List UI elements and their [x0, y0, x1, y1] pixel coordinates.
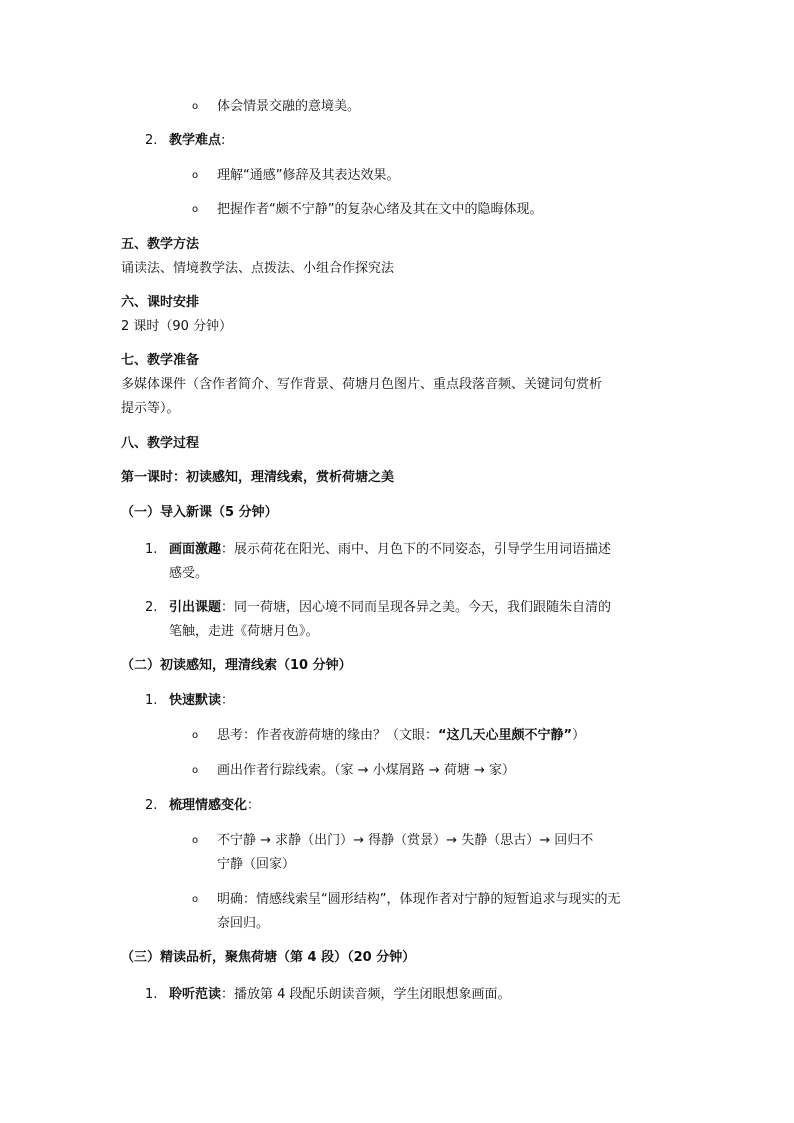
list-item-text: 把握作者“颇不宁静”的复杂心绪及其在文中的隐晦体现。 — [217, 202, 543, 217]
list-item-heading — [169, 795, 260, 817]
list-number: 1. — [145, 542, 158, 557]
item-body: ：播放第 4 段配乐朗读音频，学生闭眼想象画面。 — [221, 987, 511, 1002]
bold-label: 梳理情感变化 — [169, 798, 248, 813]
section-heading: 七、教学准备 — [121, 353, 200, 368]
list-item-text-continued: 宁静（回家） — [217, 857, 296, 872]
list-item-text-continued: 笔触，走进《荷塘月色》。 — [169, 624, 319, 639]
list-number: 1. — [145, 987, 158, 1002]
list-bullet: o — [192, 730, 199, 741]
section-heading: 八、教学过程 — [121, 436, 200, 451]
subsection-heading: （二）初读感知，理清线索（10 分钟） — [121, 658, 352, 673]
list-item-text — [217, 725, 585, 747]
paragraph: 2 课时（90 分钟） — [121, 319, 233, 334]
subsection-heading: （三）精读品析，聚焦荷塘（第 4 段）（20 分钟） — [121, 950, 416, 965]
list-bullet: o — [192, 204, 199, 215]
list-item-text: 画出作者行踪线索。（家 → 小煤屑路 → 荷塘 → 家） — [217, 763, 515, 778]
item-body-end: ） — [572, 728, 586, 743]
list-number: 2. — [145, 600, 158, 615]
list-item-text — [169, 597, 611, 619]
list-item-text: 不宁静 → 求静（出门）→ 得静（赏景）→ 失静（思古）→ 回归不 — [217, 833, 594, 848]
colon: ： — [221, 693, 235, 708]
lesson-heading: 第一课时：初读感知，理清线索，赏析荷塘之美 — [121, 470, 395, 485]
list-bullet: o — [192, 765, 199, 776]
list-number: 2. — [145, 798, 158, 813]
bold-quote: “这几天心里颇不宁静” — [438, 728, 573, 743]
list-number: 1. — [145, 693, 158, 708]
item-body: ：同一荷塘，因心境不同而呈现各异之美。今天，我们跟随朱自清的 — [221, 600, 612, 615]
list-item-text: 体会情景交融的意境美。 — [217, 99, 361, 114]
colon: ： — [247, 798, 261, 813]
paragraph: 诵读法、情境教学法、点拨法、小组合作探究法 — [121, 261, 395, 276]
bold-label: 教学难点 — [169, 133, 222, 148]
item-body: 思考：作者夜游荷塘的缘由？（文眼： — [217, 728, 439, 743]
subsection-heading: （一）导入新课（5 分钟） — [121, 505, 278, 520]
list-item-text-continued: 感受。 — [169, 566, 209, 581]
list-bullet: o — [192, 170, 199, 181]
list-item-text-continued: 奈回归。 — [217, 916, 270, 931]
list-item-text — [169, 539, 611, 561]
list-item-heading — [169, 130, 225, 152]
list-bullet: o — [192, 894, 199, 905]
list-item-text — [169, 984, 511, 1006]
list-item-heading — [169, 690, 234, 712]
list-bullet: o — [192, 101, 199, 112]
bold-label: 快速默读 — [169, 693, 222, 708]
section-heading: 五、教学方法 — [121, 237, 200, 252]
bold-label: 聆听范读 — [169, 987, 222, 1002]
paragraph-continued: 提示等）。 — [121, 401, 180, 416]
list-number: 2. — [145, 133, 158, 148]
section-heading: 六、课时安排 — [121, 295, 200, 310]
bold-label: 画面激趣 — [169, 542, 222, 557]
list-bullet: o — [192, 835, 199, 846]
paragraph: 多媒体课件（含作者简介、写作背景、荷塘月色图片、重点段落音频、关键词句赏析 — [121, 377, 603, 392]
item-body: ：展示荷花在阳光、雨中、月色下的不同姿态，引导学生用词语描述 — [221, 542, 612, 557]
list-item-text: 明确：情感线索呈“圆形结构”，体现作者对宁静的短暂追求与现实的无 — [217, 892, 621, 907]
list-item-text: 理解“通感”修辞及其表达效果。 — [217, 168, 400, 183]
colon: : — [221, 133, 226, 148]
bold-label: 引出课题 — [169, 600, 222, 615]
